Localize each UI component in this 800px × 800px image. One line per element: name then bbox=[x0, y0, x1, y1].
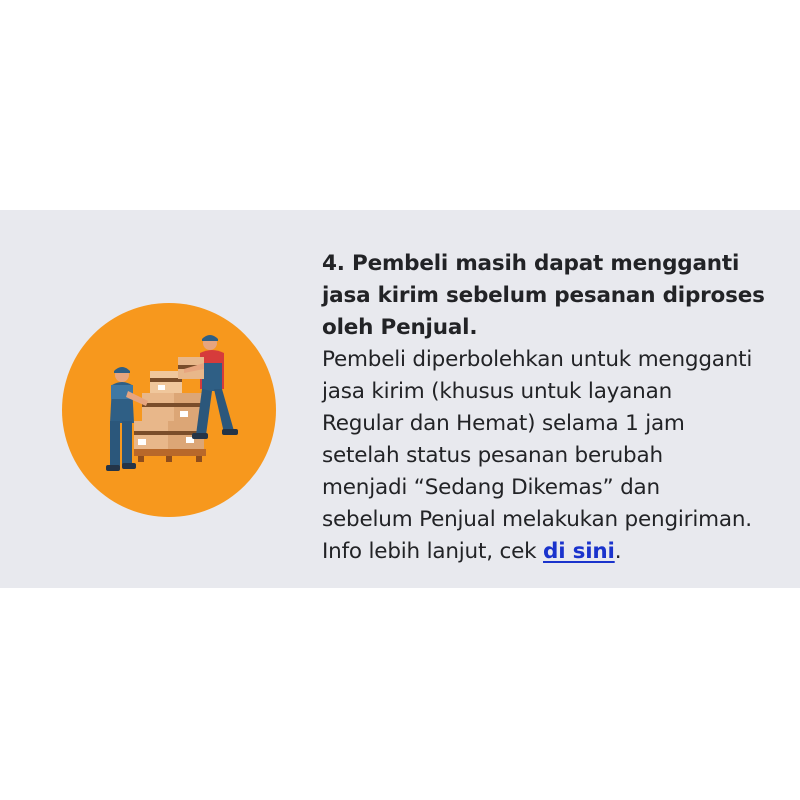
info-prefix: Info lebih lanjut, cek bbox=[322, 539, 544, 564]
info-card bbox=[0, 210, 800, 588]
tip-body-line: setelah status pesanan berubah bbox=[322, 443, 663, 468]
tip-heading-line: 4. Pembeli masih dapat mengganti bbox=[322, 251, 740, 276]
tip-heading bbox=[322, 248, 782, 344]
tip-heading-line: jasa kirim sebelum pesanan diproses bbox=[322, 283, 765, 308]
tip-heading-line: oleh Penjual. bbox=[322, 315, 478, 340]
info-suffix: . bbox=[614, 539, 622, 564]
info-line bbox=[322, 536, 782, 568]
tip-body-line: Regular dan Hemat) selama 1 jam bbox=[322, 411, 685, 436]
tip-body-line: menjadi “Sedang Dikemas” dan bbox=[322, 475, 660, 500]
tip-text bbox=[322, 248, 782, 568]
tip-body-line: Pembeli diperbolehkan untuk mengganti bbox=[322, 347, 753, 372]
info-link[interactable]: di sini bbox=[543, 539, 615, 564]
tip-body bbox=[322, 344, 782, 568]
tip-body-line: sebelum Penjual melakukan pengiriman. bbox=[322, 507, 752, 532]
tip-body-line: jasa kirim (khusus untuk layanan bbox=[322, 379, 672, 404]
delivery-workers-boxes-icon bbox=[62, 303, 276, 517]
